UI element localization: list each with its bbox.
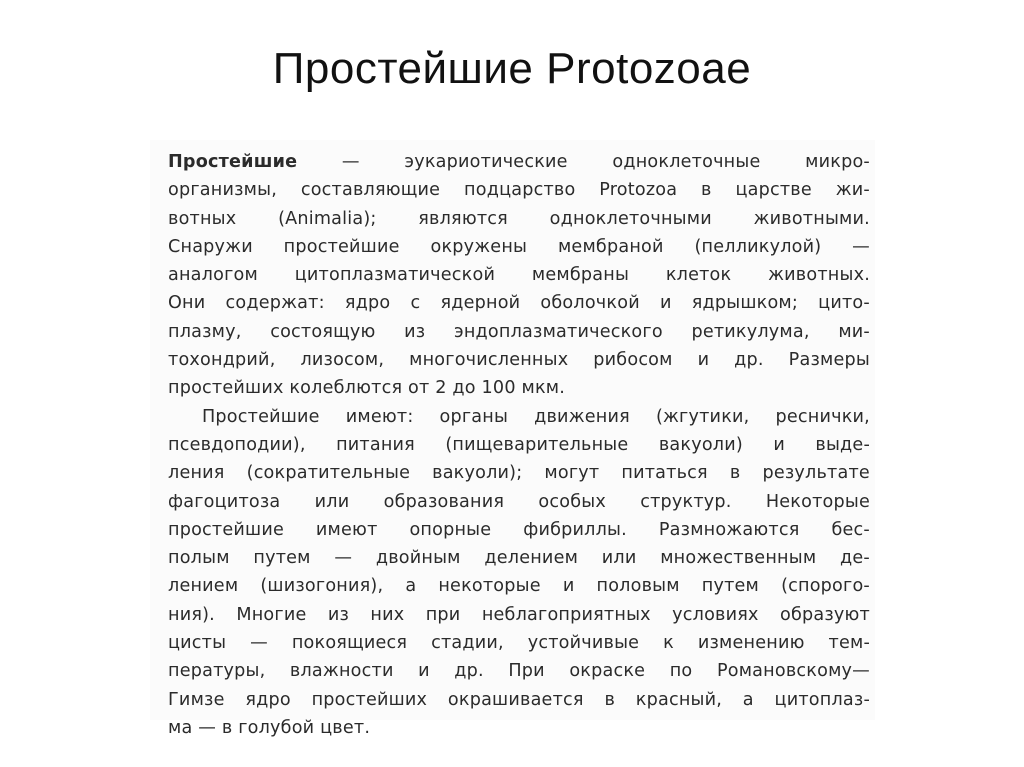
word: множественным (660, 548, 817, 569)
word: фибриллы. (523, 519, 627, 540)
word: тохондрий, (168, 350, 276, 371)
word: подцарство (464, 180, 576, 201)
word: путем (701, 576, 760, 597)
word: животных. (768, 265, 870, 286)
word: цитоплазматической (294, 265, 496, 286)
word: микро- (805, 152, 870, 172)
word: питаться (621, 463, 708, 484)
word: Protozoa (599, 180, 678, 201)
word: одноклеточные (612, 152, 761, 172)
word: царстве (735, 180, 812, 201)
text-line (168, 233, 870, 261)
word: вотных (168, 208, 237, 229)
word: структур. (640, 491, 732, 512)
word: лизосом, (300, 350, 385, 371)
word: а (742, 689, 754, 710)
word: движения (534, 406, 630, 427)
word: органы (439, 406, 509, 427)
word: Снаружи (168, 236, 253, 257)
word: ядерной (440, 293, 521, 314)
word: питания (336, 434, 415, 455)
text-line (168, 657, 870, 685)
text-line (168, 176, 870, 204)
word: (жгутики, (655, 406, 750, 427)
word: ядро (245, 689, 291, 710)
word: жи- (835, 180, 870, 201)
term-bold: Простейшие (168, 152, 298, 172)
word: клеток (665, 265, 732, 286)
word: по (669, 661, 693, 682)
word: Простейшие (202, 406, 320, 427)
word: ния). (168, 604, 215, 625)
word: цисты (168, 633, 227, 654)
word: образования (383, 491, 505, 512)
word: аналогом (168, 265, 258, 286)
word: — (250, 633, 268, 654)
word: цито- (818, 293, 870, 314)
word: (пелликулой) (694, 236, 822, 257)
text-line (168, 148, 870, 176)
word: простейшие (283, 236, 400, 257)
word: имеют (315, 519, 378, 540)
word: или (314, 491, 350, 512)
word: (Animalia); (278, 208, 377, 229)
text-line (168, 261, 870, 289)
word: ми- (838, 321, 870, 342)
word: путем (253, 548, 311, 569)
word: изменению (697, 633, 805, 654)
word: Они (168, 293, 206, 314)
word: мембраны (531, 265, 630, 286)
text-line (168, 601, 870, 629)
word: простейших (311, 689, 428, 710)
word: результате (762, 463, 870, 484)
text-line (168, 488, 870, 516)
word: с (410, 293, 421, 314)
text-line (168, 459, 870, 487)
text-line (168, 516, 870, 544)
word: из (404, 321, 426, 342)
word: рибосом (593, 350, 673, 371)
word: и (418, 661, 430, 682)
word: тем- (828, 633, 870, 654)
word: — (334, 548, 353, 569)
word: ления (168, 463, 225, 484)
word: мембраной (557, 236, 664, 257)
word: плазму, (168, 321, 242, 342)
word: организмы, (168, 180, 278, 201)
word: условиях (672, 604, 759, 625)
word: (сократительные (246, 463, 411, 484)
word: вакуоли); (432, 463, 523, 484)
word: покоящиеся (291, 633, 408, 654)
line-text: простейших колеблются от 2 до 100 мкм. (168, 378, 566, 399)
word: могут (544, 463, 600, 484)
word: реснички, (775, 406, 870, 427)
word: др. (734, 350, 764, 371)
text-line (168, 431, 870, 459)
word: Размеры (788, 350, 870, 371)
word: некоторые (438, 576, 541, 597)
word: оболочкой (540, 293, 640, 314)
text-line (168, 346, 870, 374)
word: состоящую (270, 321, 376, 342)
word: Некоторые (765, 491, 870, 512)
text-line (168, 403, 870, 431)
text-line (168, 205, 870, 233)
word: де- (840, 548, 870, 569)
word: а (405, 576, 417, 597)
text-line (168, 686, 870, 714)
word: красный, (635, 689, 723, 710)
word: (пищеварительные (445, 434, 629, 455)
text-line (168, 374, 870, 402)
word: — (852, 236, 870, 257)
word: влажности (289, 661, 394, 682)
word: и (697, 350, 710, 371)
line-text: ма — в голубой цвет. (168, 717, 371, 738)
text-line (168, 318, 870, 346)
word: и (562, 576, 575, 597)
word: многочисленных (409, 350, 569, 371)
word: простейшие (168, 519, 284, 540)
word: устойчивые (527, 633, 640, 654)
word: эукариотические (404, 152, 568, 172)
word: окраске (569, 661, 646, 682)
word: (спорого- (781, 576, 870, 597)
word: являются (418, 208, 508, 229)
word: вакуоли) (658, 434, 743, 455)
text-line (168, 572, 870, 600)
text-line (168, 629, 870, 657)
word: полым (168, 548, 230, 569)
word: лением (168, 576, 239, 597)
word: одноклеточными (549, 208, 712, 229)
text-line (168, 289, 870, 317)
word: фагоцитоза (168, 491, 281, 512)
word: ретикулума, (691, 321, 810, 342)
word: неблагоприятных (481, 604, 651, 625)
word: окружены (430, 236, 528, 257)
word: цитоплаз- (774, 689, 870, 710)
word: бес- (831, 519, 870, 540)
word: составляющие (300, 180, 441, 201)
word: в (729, 463, 741, 484)
word: Гимзе (168, 689, 225, 710)
word: из (327, 604, 350, 625)
word: При (508, 661, 545, 682)
word: двойным (375, 548, 461, 569)
word: содержат: (225, 293, 325, 314)
word: Многие (236, 604, 307, 625)
word: в (604, 689, 616, 710)
word: них (370, 604, 405, 625)
word: опорные (409, 519, 492, 540)
word: имеют: (345, 406, 414, 427)
word: эндоплазматического (454, 321, 663, 342)
word: Романовскому— (716, 661, 870, 682)
word: др. (454, 661, 484, 682)
word: пературы, (168, 661, 266, 682)
word: и (659, 293, 672, 314)
word: или (601, 548, 637, 569)
word: псевдоподии), (168, 434, 306, 455)
word: образуют (780, 604, 870, 625)
word: при (425, 604, 461, 625)
word: (шизогония), (260, 576, 384, 597)
word: к (663, 633, 674, 654)
text-line (168, 544, 870, 572)
word: ядро (344, 293, 391, 314)
word: выде- (815, 434, 870, 455)
word: — (341, 152, 360, 172)
scanned-text-block (168, 148, 870, 742)
word: в (701, 180, 712, 201)
word: особых (538, 491, 606, 512)
slide-title: Простейшие Protozoae (272, 44, 752, 93)
word: и (773, 434, 785, 455)
word: животными. (753, 208, 870, 229)
word: окрашивается (447, 689, 584, 710)
word: ядрышком; (691, 293, 799, 314)
word: половым (596, 576, 680, 597)
word: делением (484, 548, 579, 569)
word: Размножаются (658, 519, 800, 540)
word: стадии, (431, 633, 504, 654)
text-line (168, 714, 870, 742)
